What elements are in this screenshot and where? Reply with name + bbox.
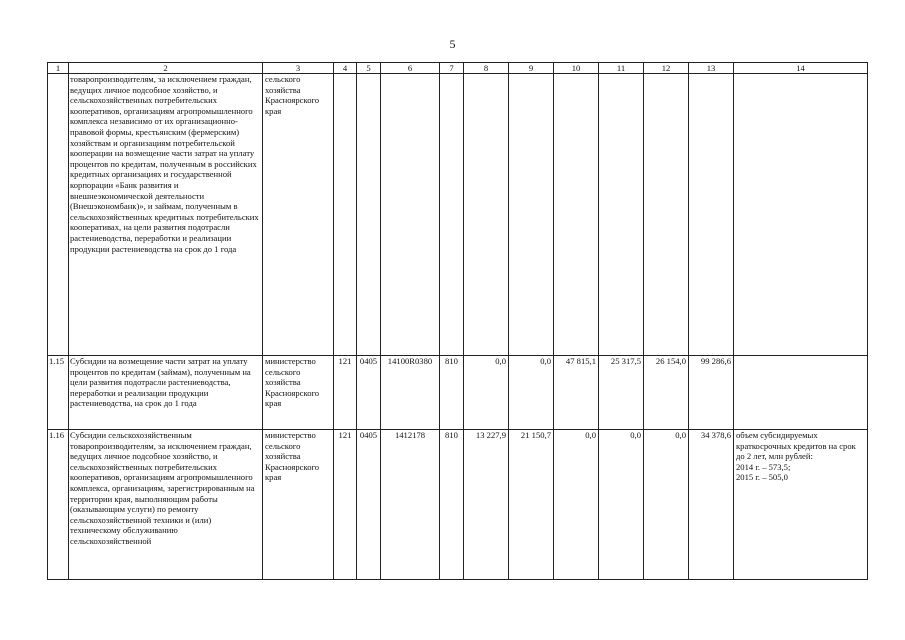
header-cell: 9 bbox=[509, 63, 554, 74]
cell-c7: 810 bbox=[440, 430, 464, 580]
header-cell: 1 bbox=[48, 63, 69, 74]
header-cell: 10 bbox=[554, 63, 599, 74]
cell-c5: 0405 bbox=[357, 356, 381, 430]
header-cell: 5 bbox=[357, 63, 381, 74]
cell-c12: 0,0 bbox=[644, 430, 689, 580]
header-cell: 6 bbox=[381, 63, 440, 74]
cell-c10 bbox=[554, 74, 599, 356]
table-row bbox=[48, 356, 868, 430]
cell-c8: 0,0 bbox=[464, 356, 509, 430]
responsible-org: министерство сельского хозяйства Красноярского края bbox=[263, 430, 334, 580]
header-cell: 8 bbox=[464, 63, 509, 74]
header-cell: 12 bbox=[644, 63, 689, 74]
cell-c13 bbox=[689, 74, 734, 356]
header-cell: 11 bbox=[599, 63, 644, 74]
cell-c9: 0,0 bbox=[509, 356, 554, 430]
cell-c6: 14100R0380 bbox=[381, 356, 440, 430]
c14-line: 2014 г. – 573,5; bbox=[736, 461, 791, 472]
header-cell: 3 bbox=[263, 63, 334, 74]
cell-c6 bbox=[381, 74, 440, 356]
data-table bbox=[47, 62, 868, 580]
cell-c12 bbox=[644, 74, 689, 356]
header-cell: 14 bbox=[734, 63, 868, 74]
cell-c7 bbox=[440, 74, 464, 356]
c14-line: объем субсидируемых краткосрочных кредитов на срок до 2 лет, млн рублей: bbox=[736, 430, 856, 462]
row-number: 1.16 bbox=[48, 430, 69, 580]
cell-c4: 121 bbox=[334, 430, 357, 580]
cell-c10: 47 815,1 bbox=[554, 356, 599, 430]
cell-c7: 810 bbox=[440, 356, 464, 430]
header-cell: 7 bbox=[440, 63, 464, 74]
cell-c10: 0,0 bbox=[554, 430, 599, 580]
cell-c6: 1412178 bbox=[381, 430, 440, 580]
cell-c5: 0405 bbox=[357, 430, 381, 580]
responsible-org: сельского хозяйства Красноярского края bbox=[263, 74, 334, 356]
cell-c11 bbox=[599, 74, 644, 356]
cell-c8: 13 227,9 bbox=[464, 430, 509, 580]
cell-c9 bbox=[509, 74, 554, 356]
measure-name: товаропроизводителям, за исключением граждан, ведущих личное подсобное хозяйство, и сельскохозяйственных потребительских кооперативов, организациям агропромышленного комплекса независимо от их организационно-правовой формы, крестьянским (фермерским) хозяйствам и организациям потребительской кооперации на возмещение части затрат на уплату процентов по кредитам, полученным в российских кредитных организациях и государственной корпорации «Банк развития и внешнеэкономической деятельности (Внешэкономбанк)», и займам, полученным в сельскохозяйственных кредитных потребительских кооперативах, на цели развития подотрасли растениеводства, переработки и реализации продукции растениеводства на срок до 1 года bbox=[69, 74, 263, 356]
cell-c5 bbox=[357, 74, 381, 356]
table-row bbox=[48, 430, 868, 580]
row-number bbox=[48, 74, 69, 356]
cell-c4: 121 bbox=[334, 356, 357, 430]
measure-name: Субсидии сельскохозяйственным товаропроизводителям, за исключением граждан, ведущих личное подсобное хозяйство, и сельскохозяйственных потребительских кооперативов, организациям агропромышленного комплекса, организациям, зарегистрированным на территории края, выполняющим работы (оказывающим услуги) по ремонту сельскохозяйственной техники и (или) техническому обслуживанию сельскохозяйственной bbox=[69, 430, 263, 580]
responsible-org: министерство сельского хозяйства Красноярского края bbox=[263, 356, 334, 430]
measure-name: Субсидии на возмещение части затрат на уплату процентов по кредитам (займам), полученным на цели развития подотрасли растениеводства, переработки и реализации продукции растениеводства, на срок до 1 года bbox=[69, 356, 263, 430]
page-number: 5 bbox=[449, 37, 456, 51]
c14-line: 2015 г. – 505,0 bbox=[736, 472, 788, 483]
cell-c8 bbox=[464, 74, 509, 356]
header-cell: 13 bbox=[689, 63, 734, 74]
header-cell: 4 bbox=[334, 63, 357, 74]
cell-c13: 34 378,6 bbox=[689, 430, 734, 580]
cell-c11: 0,0 bbox=[599, 430, 644, 580]
cell-c12: 26 154,0 bbox=[644, 356, 689, 430]
cell-c14 bbox=[734, 430, 868, 580]
cell-c14 bbox=[734, 356, 868, 430]
cell-c11: 25 317,5 bbox=[599, 356, 644, 430]
cell-c9: 21 150,7 bbox=[509, 430, 554, 580]
row-number: 1.15 bbox=[48, 356, 69, 430]
cell-c13: 99 286,6 bbox=[689, 356, 734, 430]
header-cell: 2 bbox=[69, 63, 263, 74]
table-row bbox=[48, 74, 868, 356]
header-row bbox=[48, 63, 868, 74]
cell-c14 bbox=[734, 74, 868, 356]
cell-c4 bbox=[334, 74, 357, 356]
